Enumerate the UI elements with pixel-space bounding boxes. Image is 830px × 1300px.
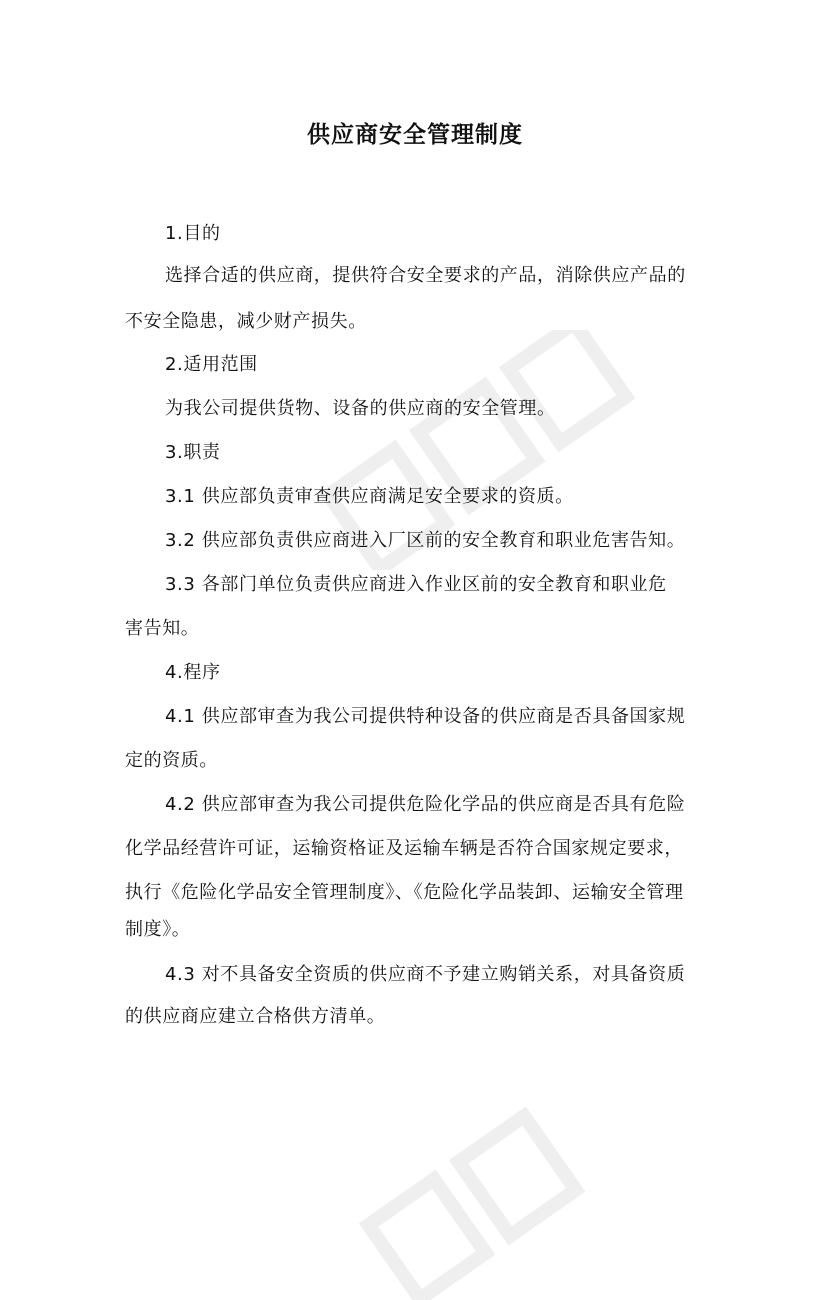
document-title: 供应商安全管理制度 bbox=[307, 122, 523, 148]
paragraph-line: 4.3 对不具备安全资质的供应商不予建立购销关系，对具备资质 bbox=[165, 964, 686, 985]
paragraph-line: 害告知。 bbox=[125, 618, 200, 639]
paragraph-line: 4.1 供应部审查为我公司提供特种设备的供应商是否具备国家规 bbox=[165, 706, 686, 727]
heading-responsibilities: 3.职责 bbox=[165, 442, 221, 463]
watermark-logo-bottom bbox=[340, 1060, 700, 1300]
paragraph-line: 选择合适的供应商，提供符合安全要求的产品，消除供应产品的 bbox=[165, 265, 686, 286]
heading-procedure: 4.程序 bbox=[165, 662, 221, 683]
heading-scope: 2.适用范围 bbox=[165, 354, 258, 375]
paragraph-line: 执行《危险化学品安全管理制度》、《危险化学品装卸、运输安全管理 bbox=[125, 882, 684, 903]
paragraph-line: 制度》。 bbox=[125, 919, 191, 940]
paragraph-line: 不安全隐患，减少财产损失。 bbox=[125, 311, 367, 332]
paragraph-line: 为我公司提供货物、设备的供应商的安全管理。 bbox=[165, 398, 556, 419]
paragraph-line: 化学品经营许可证，运输资格证及运输车辆是否符合国家规定要求， bbox=[125, 838, 683, 859]
heading-purpose: 1.目的 bbox=[165, 223, 221, 244]
paragraph-line: 的供应商应建立合格供方清单。 bbox=[125, 1006, 386, 1027]
paragraph-line: 3.3 各部门单位负责供应商进入作业区前的安全教育和职业危 bbox=[165, 574, 667, 595]
paragraph-line: 3.2 供应部负责供应商进入厂区前的安全教育和职业危害告知。 bbox=[165, 530, 686, 551]
paragraph-line: 4.2 供应部审查为我公司提供危险化学品的供应商是否具有危险 bbox=[165, 794, 686, 815]
paragraph-line: 定的资质。 bbox=[125, 750, 218, 771]
paragraph-line: 3.1 供应部负责审查供应商满足安全要求的资质。 bbox=[165, 486, 574, 507]
